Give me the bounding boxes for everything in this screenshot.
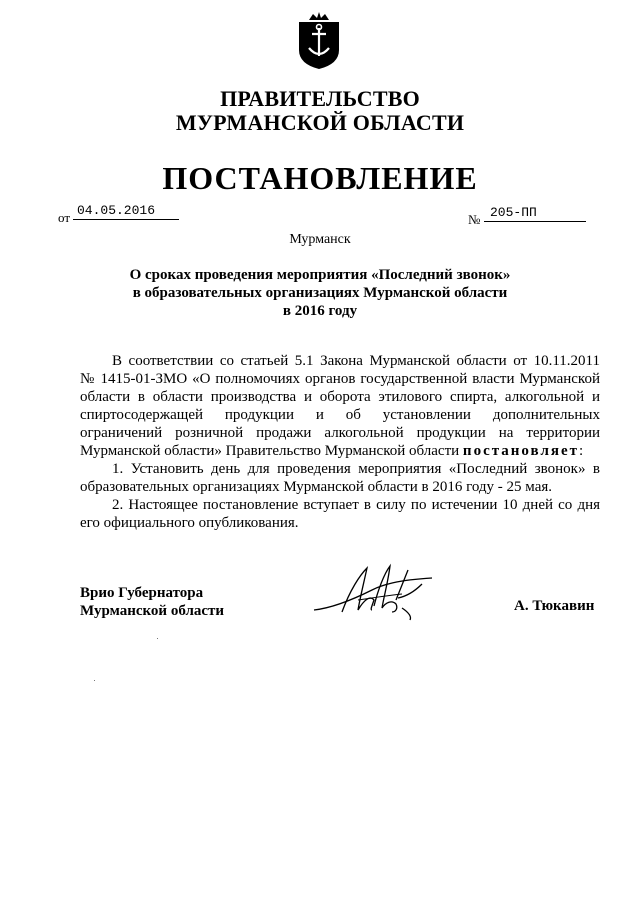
body-line: 2. Настоящее постановление вступает в силу по истечении 10 дней со дня	[112, 497, 600, 513]
scan-speck	[94, 680, 95, 681]
body-line: В соответствии со статьей 5.1 Закона Мурманской области от 10.11.2011	[112, 353, 600, 369]
city: Мурманск	[289, 232, 351, 247]
body-line: ограничений розничной продажи алкогольной продукции на территории	[80, 425, 600, 441]
signatory-position-line2: Мурманской области	[80, 603, 225, 619]
body-line: спиртосодержащей продукции и об установлении дополнительных	[80, 407, 600, 423]
title-line2: в образовательных организациях Мурманской области	[132, 285, 508, 301]
title-line3: в 2016 году	[282, 303, 358, 319]
document-date: 04.05.2016	[73, 203, 179, 220]
signatory-position-line1: Врио Губернатора	[80, 585, 204, 601]
decree-verb: постановляет	[462, 443, 580, 459]
title-line1: О сроках проведения мероприятия «Последний звонок»	[129, 267, 511, 283]
signatory-name: А. Тюкавин	[514, 598, 595, 614]
body-line: области в области производства и оборота этилового спирта, алкогольной и	[80, 389, 600, 405]
scan-speck	[157, 638, 158, 639]
government-name-line2: МУРМАНСКОЙ ОБЛАСТИ	[175, 110, 465, 135]
number-prefix: №	[468, 212, 481, 227]
handwritten-signature	[312, 560, 437, 630]
body-text: Мурманской области» Правительство Мурманской области	[80, 443, 460, 459]
colon: :	[579, 443, 584, 459]
body-line: образовательных организациях Мурманской области в 2016 году - 25 мая.	[80, 479, 552, 495]
document-number: 205-ПП	[484, 205, 586, 222]
date-prefix: от	[58, 210, 71, 225]
government-name-line1: ПРАВИТЕЛЬСТВО	[220, 86, 420, 111]
coat-of-arms-icon	[295, 12, 343, 70]
document-type: ПОСТАНОВЛЕНИЕ	[162, 160, 478, 196]
body-line: 1. Установить день для проведения мероприятия «Последний звонок» в	[112, 461, 600, 477]
body-line	[80, 442, 600, 460]
body-line: его официального опубликования.	[80, 515, 299, 531]
body-line: № 1415-01-ЗМО «О полномочиях органов государственной власти Мурманской	[80, 371, 600, 387]
